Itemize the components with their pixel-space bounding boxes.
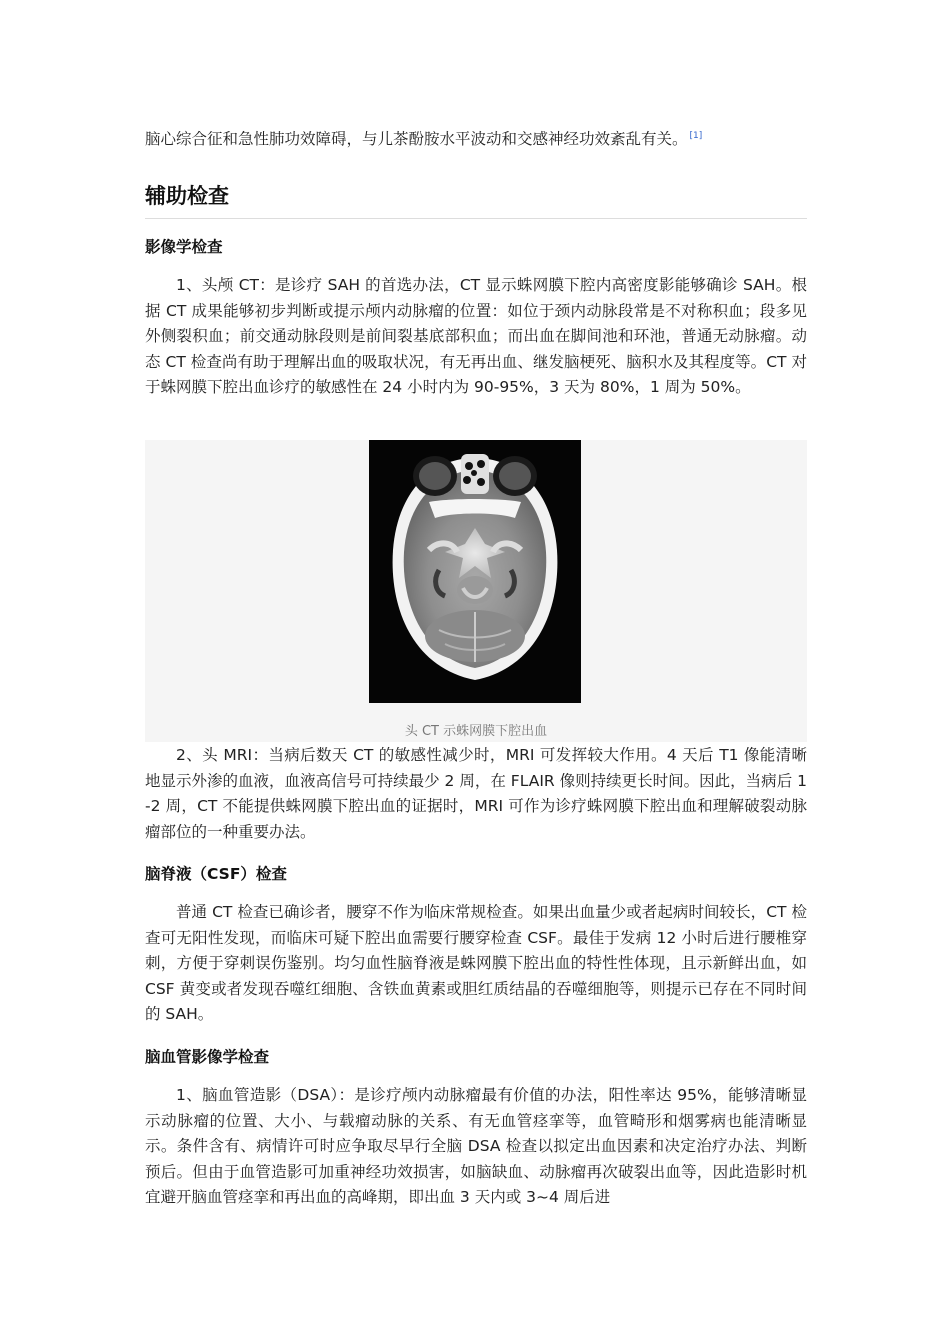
csf-paragraph: 普通 CT 检查已确诊者，腰穿不作为临床常规检查。如果出血量少或者起病时间较长，CT 检查可无阳性发现，而临床可疑下腔出血需要行腰穿检查 CSF。最佳于发病 12 小时后进行腰椎穿刺，方便于穿刺误伤鉴别。均匀血性脑脊液是蛛网膜下腔出血的特性性体现，且示新鲜出血，如 CSF 黄变或者发现吞噬红细胞、含铁血黄素或胆红质结晶的吞噬细胞等，则提示已存在不同时间的 SAH。 (145, 903, 807, 1024)
mri-paragraph: 2、头 MRI：当病后数天 CT 的敏感性减少时，MRI 可发挥较大作用。4 天后 T1 像能清晰地显示外渗的血液，血液高信号可持续最少 2 周，在 FLAIR 像则持续更长时间。因此，当病后 1-2 周，CT 不能提供蛛网膜下腔出血的证据时，MRI 可作为诊疗蛛网膜下腔出血和理解破裂动脉瘤部位的一种重要办法。 (145, 746, 807, 841)
reference-link[interactable]: [1] (689, 131, 703, 141)
imaging-heading: 影像学检查 (145, 238, 223, 256)
ct-scan-image[interactable] (369, 440, 581, 703)
ct-figure (145, 440, 807, 742)
intro-paragraph (145, 124, 807, 153)
csf-heading: 脑脊液（CSF）检查 (145, 865, 287, 883)
ct-paragraph: 1、头颅 CT：是诊疗 SAH 的首选办法，CT 显示蛛网膜下腔内高密度影能够确诊 SAH。根据 CT 成果能够初步判断或提示颅内动脉瘤的位置：如位于颈内动脉段常是不对称积血；段多见外侧裂积血；前交通动脉段则是前间裂基底部积血；而出血在脚间池和环池，普通无动脉瘤。动态 CT 检查尚有助于理解出血的吸取状况，有无再出血、继发脑梗死、脑积水及其程度等。CT 对于蛛网膜下腔出血诊疗的敏感性在 24 小时内为 90-95%，3 天为 80%，1 周为 50%。 (145, 276, 807, 397)
angio-heading: 脑血管影像学检查 (145, 1048, 270, 1066)
intro-text: 脑心综合征和急性肺功效障碍，与儿茶酚胺水平波动和交感神经功效紊乱有关。 (145, 130, 688, 149)
dsa-paragraph: 1、脑血管造影（DSA）：是诊疗颅内动脉瘤最有价值的办法，阳性率达 95%，能够清晰显示动脉瘤的位置、大小、与载瘤动脉的关系、有无血管痉挛等，血管畸形和烟雾病也能清晰显示。条件含有、病情许可时应争取尽早行全脑 DSA 检查以拟定出血因素和决定治疗办法、判断预后。但由于血管造影可加重神经功效损害，如脑缺血、动脉瘤再次破裂出血等，因此造影时机宜避开脑血管痉挛和再出血的高峰期，即出血 3 天内或 3~4 周后进 (145, 1086, 807, 1207)
section-title: 辅助检查 (145, 180, 807, 219)
figure-caption: 头 CT 示蛛网膜下腔出血 (404, 724, 548, 739)
